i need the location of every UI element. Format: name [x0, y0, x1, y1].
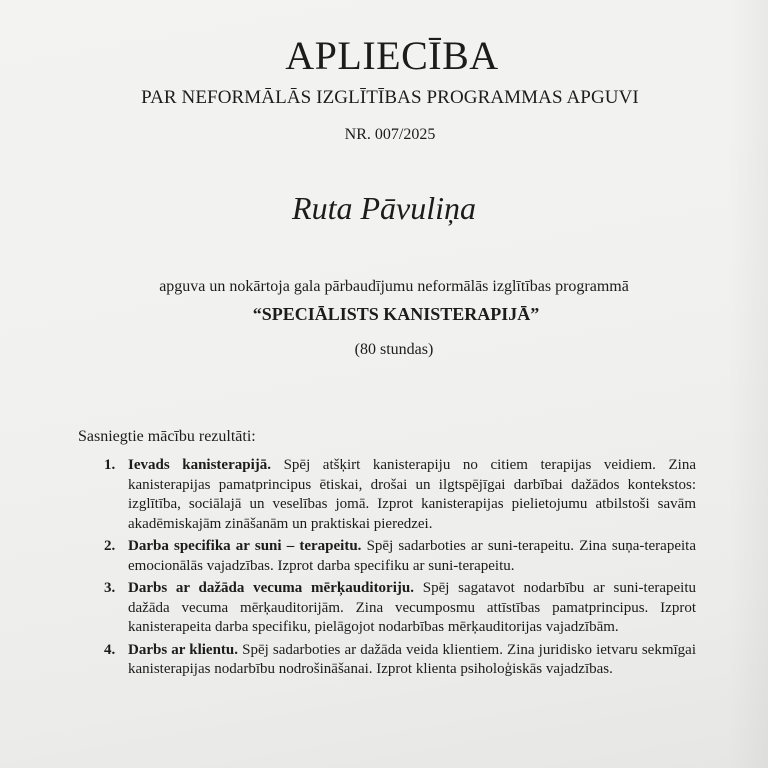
- outcome-item: [104, 456, 696, 534]
- outcome-number: 2.: [104, 538, 116, 554]
- outcomes-list: [104, 456, 696, 683]
- outcome-description: Spēj sagatavot nodarbību ar suni-terapeitu dažāda vecuma mērķauditorijām. Zina vecumposmu attīstības pamatprincipus. Izprot kanisterapeita darba specifiku, pielāgojot nodarbības mērķauditorijas vajadzībām.: [128, 580, 696, 635]
- outcome-heading: Darbs ar dažāda vecuma mērķauditoriju.: [128, 580, 414, 596]
- recipient-name: Ruta Pāvuliņa: [292, 190, 476, 226]
- outcome-heading: Darba specifika ar suni – terapeitu.: [128, 538, 362, 554]
- outcome-description: Spēj atšķirt kanisterapiju no citiem terapijas veidiem. Zina kanisterapijas pamatprincipus ētiskai, drošai un ilgtspējīgai darbībai dažādos kontekstos: izglītība, sociālajā un veselības jomā. Izprot kanisterapijas pielietojumu atbilstoši savām akadēmiskajām zināšanām un praktiskai pieredzei.: [128, 457, 696, 532]
- outcome-description: Spēj sadarboties ar dažāda veida klientiem. Zina juridisko ietvaru sekmīgai kanisterapijas nodarbību nodrošināšanai. Izprot klienta psiholoģiskās vajadzības.: [128, 641, 696, 677]
- outcome-item: [104, 641, 696, 680]
- completion-statement: apguva un nokārtoja gala pārbaudījumu neformālās izglītības programmā: [159, 278, 629, 295]
- outcome-description: Spēj sadarboties ar suni-terapeitu. Zina suņa-terapeita emocionālās vajadzības. Izprot darba specifiku ar suni-terapeitu.: [128, 538, 696, 574]
- paper-shadow: [728, 0, 768, 768]
- outcomes-heading: Sasniegtie mācību rezultāti:: [78, 428, 256, 445]
- program-hours: (80 stundas): [354, 341, 434, 358]
- outcome-heading: Ievads kanisterapijā.: [128, 457, 271, 473]
- outcome-item: [104, 537, 696, 576]
- outcome-heading: Darbs ar klientu.: [128, 641, 239, 658]
- program-name: “SPECIĀLISTS KANISTERAPIJĀ”: [252, 304, 540, 324]
- certificate-number: NR. 007/2025: [344, 126, 436, 143]
- certificate-title: APLIECĪBA: [285, 33, 499, 78]
- outcome-item: [104, 579, 696, 638]
- certificate-subtitle: PAR NEFORMĀLĀS IZGLĪTĪBAS PROGRAMMAS APGUVI: [141, 87, 639, 108]
- outcome-number: 3.: [104, 580, 116, 596]
- outcome-number: 4.: [104, 641, 116, 658]
- outcome-number: 1.: [104, 457, 116, 473]
